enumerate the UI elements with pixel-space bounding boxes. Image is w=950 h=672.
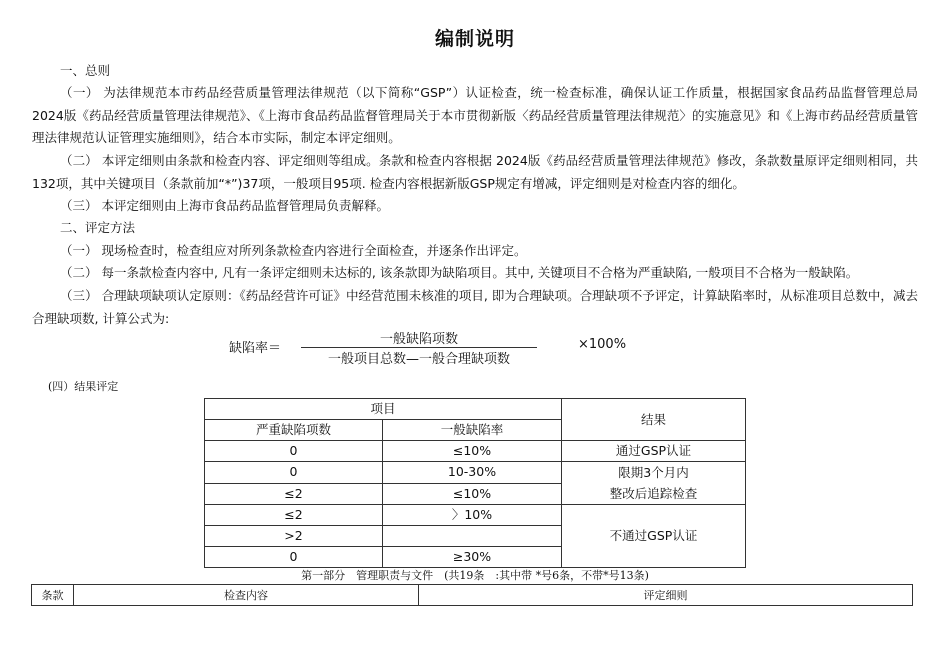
formula-numerator: 一般缺陷项数 (379, 332, 458, 347)
result-rectify-line-2: 整改后追踪检查 (609, 486, 698, 501)
formula-denominator: 一般项目总数—一般合理缺项数 (327, 352, 510, 367)
formula-multiplier: ×100% (578, 337, 627, 352)
section-1-paragraph-3: （三） 本评定细则由上海市食品药品监督管理局负责解释。 (60, 198, 389, 213)
column-header-clause: 条款 (32, 585, 74, 606)
table-cell-result: 不通过GSP认证 (562, 505, 746, 568)
document-title: 编制说明 (434, 28, 515, 50)
table-cell-serious: ≤2 (205, 483, 383, 505)
formula-lhs: 缺陷率＝ (229, 341, 282, 356)
table-cell-general: ≤10% (383, 483, 562, 505)
section-1-paragraph-1: （一） 为法律规范本市药品经营质量管理法律规范（以下简称“GSP”）认证检查，统一检查标准，确保认证工作质量，根据国家食品药品监督管理总局2024版《药品经营质量管理法律规范》、《上海市食品药品监督管理局关于本市贯彻新版〈药品经营质量管理法律规范〉的实施意见》和《上海市药品经营质量管理法律规范认证管理实施细则》，结合本市实际，制定本评定细则。 (32, 85, 918, 145)
column-header-evaluation-rules: 评定细则 (419, 585, 913, 606)
result-section-heading: (四）结果评定 (48, 380, 119, 393)
table-cell-serious: ≤2 (205, 505, 383, 526)
table-cell-result (562, 462, 746, 505)
result-table (204, 398, 746, 568)
section-2-paragraph-3: （三） 合理缺项缺项认定原则：《药品经营许可证》中经营范围未核准的项目, 即为合理缺项。合理缺项不予评定，计算缺陷率时，从标准项目总数中，减去合理缺项数, 计算公式为: (32, 288, 918, 326)
defect-rate-formula (0, 328, 950, 368)
table-row (205, 462, 746, 484)
table-cell-serious: 0 (205, 547, 383, 568)
table-cell-general (383, 526, 562, 547)
table-cell-general: 〉10% (383, 505, 562, 526)
table-header-general: 一般缺陷率 (383, 420, 562, 441)
section-2-paragraph-2: （二） 每一条款检查内容中, 凡有一条评定细则未达标的, 该条款即为缺陷项目。其中, 关键项目不合格为严重缺陷, 一般项目不合格为一般缺陷。 (60, 265, 859, 280)
table-cell-serious: >2 (205, 526, 383, 547)
section-2-heading: 二、评定方法 (60, 220, 136, 235)
table-cell-general: ≤10% (383, 441, 562, 462)
part-1-header-table (31, 584, 913, 606)
section-1-heading: 一、总则 (60, 63, 111, 78)
table-cell-general: 10-30% (383, 462, 562, 484)
table-cell-general: ≥30% (383, 547, 562, 568)
table-cell-serious: 0 (205, 462, 383, 484)
part-1-caption: 第一部分 管理职责与文件 (共19条 :其中带 *号6条，不带*号13条) (301, 569, 649, 582)
table-header-serious: 严重缺陷项数 (205, 420, 383, 441)
table-cell-serious: 0 (205, 441, 383, 462)
column-header-inspection-content: 检查内容 (74, 585, 419, 606)
table-group-header: 项目 (205, 399, 562, 420)
section-1-paragraph-2: （二） 本评定细则由条款和检查内容、评定细则等组成。条款和检查内容根据 2024版《药品经营质量管理法律规范》修改，条款数量原评定细则相同，共132项，其中关键项目（条款前加“*”)37项，一般项目95项. 检查内容根据新版GSP规定有增减，评定细则是对检查内容的细化。 (32, 153, 918, 191)
table-cell-result: 通过GSP认证 (562, 441, 746, 462)
table-row (205, 399, 746, 420)
section-2-paragraph-1: （一） 现场检查时，检查组应对所列条款检查内容进行全面检查，并逐条作出评定。 (60, 243, 527, 258)
table-row (32, 585, 913, 606)
table-row (205, 441, 746, 462)
table-header-result: 结果 (562, 399, 746, 441)
result-rectify-line-1: 限期3个月内 (618, 465, 689, 480)
table-row (205, 505, 746, 526)
